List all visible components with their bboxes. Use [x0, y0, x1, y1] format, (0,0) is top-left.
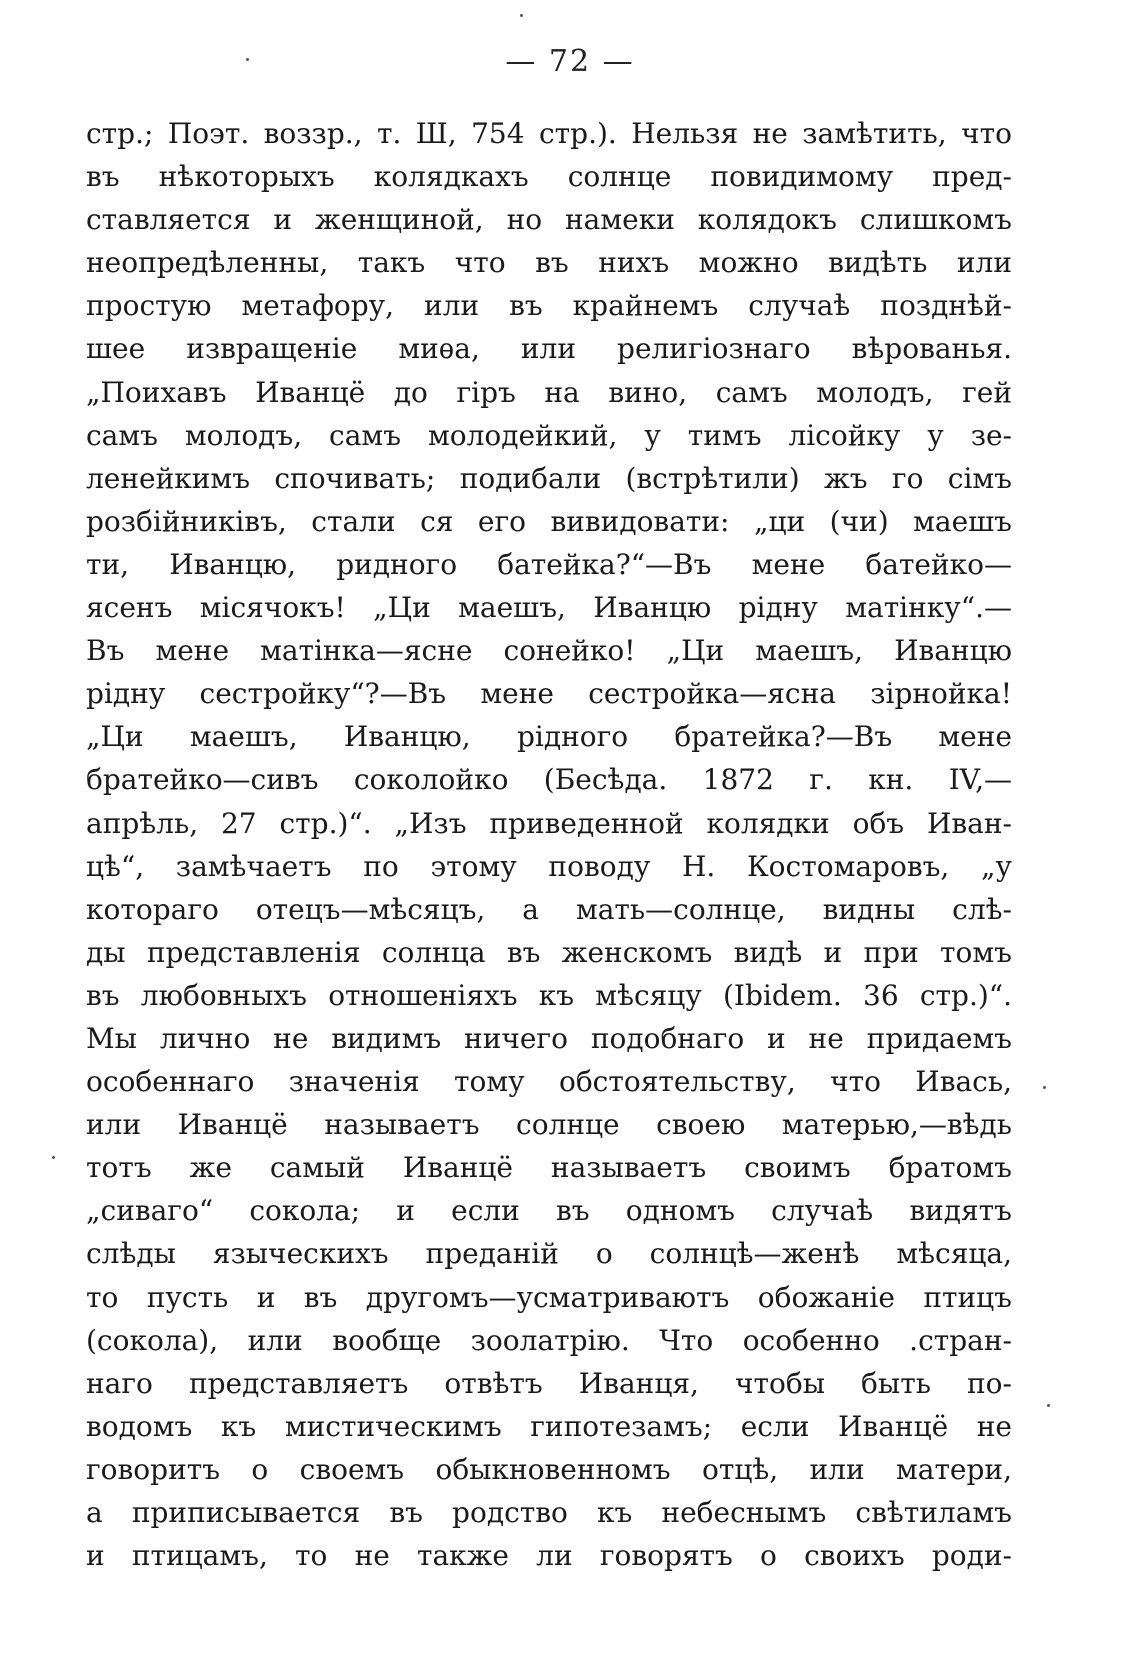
text-line: котораго отецъ—мѣсяцъ, а мать—солнце, видны слѣ-	[86, 892, 1012, 926]
text-line: ды представленія солнца въ женскомъ видѣ и при томъ	[86, 935, 1012, 969]
scan-speck	[246, 58, 249, 61]
text-line: шее извращеніе миѳа, или религіознаго вѣрованья.	[86, 332, 1012, 366]
text-line: особеннаго значенія тому обстоятельству, что Ивась,	[86, 1065, 1012, 1099]
text-line: неопредѣленны, такъ что въ нихъ можно видѣть или	[86, 246, 1012, 280]
text-line: розбійниківъ, стали ся его вивидовати: „ци (чи) маешъ	[86, 504, 1012, 538]
page-number: — 72 —	[505, 44, 635, 79]
text-line: наго представляетъ отвѣтъ Иванця, чтобы быть по-	[86, 1366, 1012, 1400]
text-line: а приписывается въ родство къ небеснымъ свѣтиламъ	[86, 1496, 1012, 1529]
text-line: цѣ“, замѣчаетъ по этому поводу Н. Костомаровъ, „у	[86, 849, 1012, 883]
text-line: „Поихавъ Иванцё до гіръ на вино, самъ молодъ, гей	[86, 375, 1012, 409]
text-line: Мы лично не видимъ ничего подобнаго и не придаемъ	[86, 1021, 1012, 1055]
text-line: „Ци маешъ, Иванцю, рідного братейка?—Въ мене	[86, 720, 1012, 754]
text-line: самъ молодъ, самъ молодейкий, у тимъ лісойку у зе-	[86, 418, 1012, 452]
text-line: въ любовныхъ отношеніяхъ къ мѣсяцу (Ibidem. 36 стр.)“.	[86, 978, 1012, 1012]
text-line: „сиваго“ сокола; и если въ одномъ случаѣ видятъ	[86, 1194, 1012, 1228]
body-text	[86, 112, 1012, 1577]
text-line: Въ мене матінка—ясне сонейко! „Ци маешъ, Иванцю	[86, 634, 1012, 668]
text-line: въ нѣкоторыхъ колядкахъ солнце повидимому пред-	[86, 160, 1012, 194]
text-line: говоритъ о своемъ обыкновенномъ отцѣ, или матери,	[86, 1452, 1012, 1486]
scan-speck	[1047, 1404, 1050, 1407]
text-line: или Иванцё называетъ солнце своею матерью,—вѣдь	[86, 1108, 1012, 1142]
text-line: (сокола), или вообще зоолатрію. Что особенно .стран-	[86, 1323, 1012, 1357]
text-line: и птицамъ, то не также ли говорятъ о своихъ роди-	[86, 1539, 1012, 1573]
text-line: тотъ же самый Иванцё называетъ своимъ братомъ	[86, 1151, 1012, 1185]
text-line: ленейкимъ спочивать; подибали (встрѣтили) жъ го сімъ	[86, 461, 1012, 495]
scan-speck	[52, 1156, 55, 1159]
text-line: ставляется и женщиной, но намеки колядокъ слишкомъ	[86, 203, 1012, 237]
text-line: водомъ къ мистическимъ гипотезамъ; если Иванцё не	[86, 1409, 1012, 1443]
text-line: рідну сестройку“?—Въ мене сестройка—ясна зірнойка!	[86, 677, 1012, 711]
text-line: то пусть и въ другомъ—усматриваютъ обожаніе птицъ	[86, 1280, 1012, 1314]
text-line: стр.; Поэт. воззр., т. Ш, 754 стр.). Нельзя не замѣтить, что	[86, 117, 1012, 150]
scan-speck	[1043, 1086, 1046, 1089]
scan-speck	[520, 14, 523, 17]
text-line: ясенъ місячокъ! „Ци маешъ, Иванцю рідну матінку“.—	[86, 591, 1012, 625]
text-line: апрѣль, 27 стр.)“. „Изъ приведенной колядки объ Иван-	[86, 806, 1012, 840]
text-line: братейко—сивъ соколойко (Бесѣда. 1872 г. кн. IV,—	[86, 763, 1012, 797]
text-line: слѣды языческихъ преданій о солнцѣ—женѣ мѣсяца,	[86, 1237, 1012, 1271]
text-line: ти, Иванцю, ридного батейка?“—Въ мене батейко—	[86, 547, 1012, 581]
text-line: простую метафору, или въ крайнемъ случаѣ позднѣй-	[86, 289, 1012, 323]
